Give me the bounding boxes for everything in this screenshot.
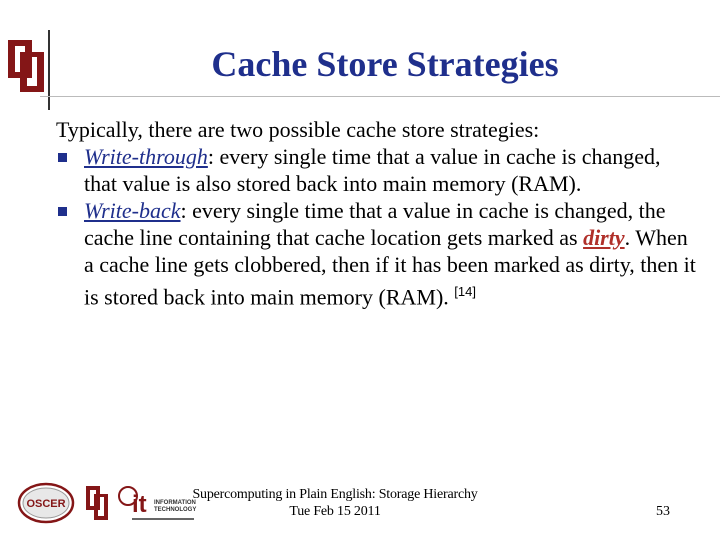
footer-date: Tue Feb 15 2011: [289, 504, 381, 519]
square-bullet-icon: [58, 207, 67, 216]
title-horizontal-rule: [40, 96, 720, 97]
slide-body: [56, 116, 696, 310]
it-caption-1: INFORMATION: [154, 500, 196, 506]
oscer-logo: [19, 484, 73, 522]
bullet-text: : every single time that a value in cache is changed, the cache line containing that cache location gets marked as: [84, 198, 666, 250]
term-dirty: dirty: [583, 225, 625, 250]
term-write-through: Write-through: [84, 144, 208, 169]
square-bullet-icon: [58, 153, 67, 162]
term-write-back: Write-back: [84, 198, 181, 223]
intro-text: Typically, there are two possible cache store strategies:: [56, 117, 540, 142]
bullet-text: : every single time that a value in cache is changed, that value is also stored back into main memory (RAM).: [84, 144, 661, 196]
page-number: 53: [656, 504, 670, 519]
ou-logo: [6, 38, 46, 94]
footer-text: [170, 486, 500, 520]
it-logo-text: it: [132, 491, 147, 518]
footer-course-title: Supercomputing in Plain English: Storage Hierarchy: [192, 487, 478, 502]
citation: [14]: [454, 284, 476, 299]
bullet-write-through: [56, 143, 696, 197]
it-caption-2: TECHNOLOGY: [154, 507, 197, 513]
bullet-write-back: [56, 197, 696, 310]
slide-title: Cache Store Strategies: [211, 44, 559, 84]
ou-footer-logo: [86, 486, 108, 520]
bullet-text-cont: . When a cache line gets clobbered, then if it has been marked as dirty, then it is stored back into main memory (RAM).: [84, 225, 696, 310]
oscer-logo-text: OSCER: [26, 498, 66, 510]
